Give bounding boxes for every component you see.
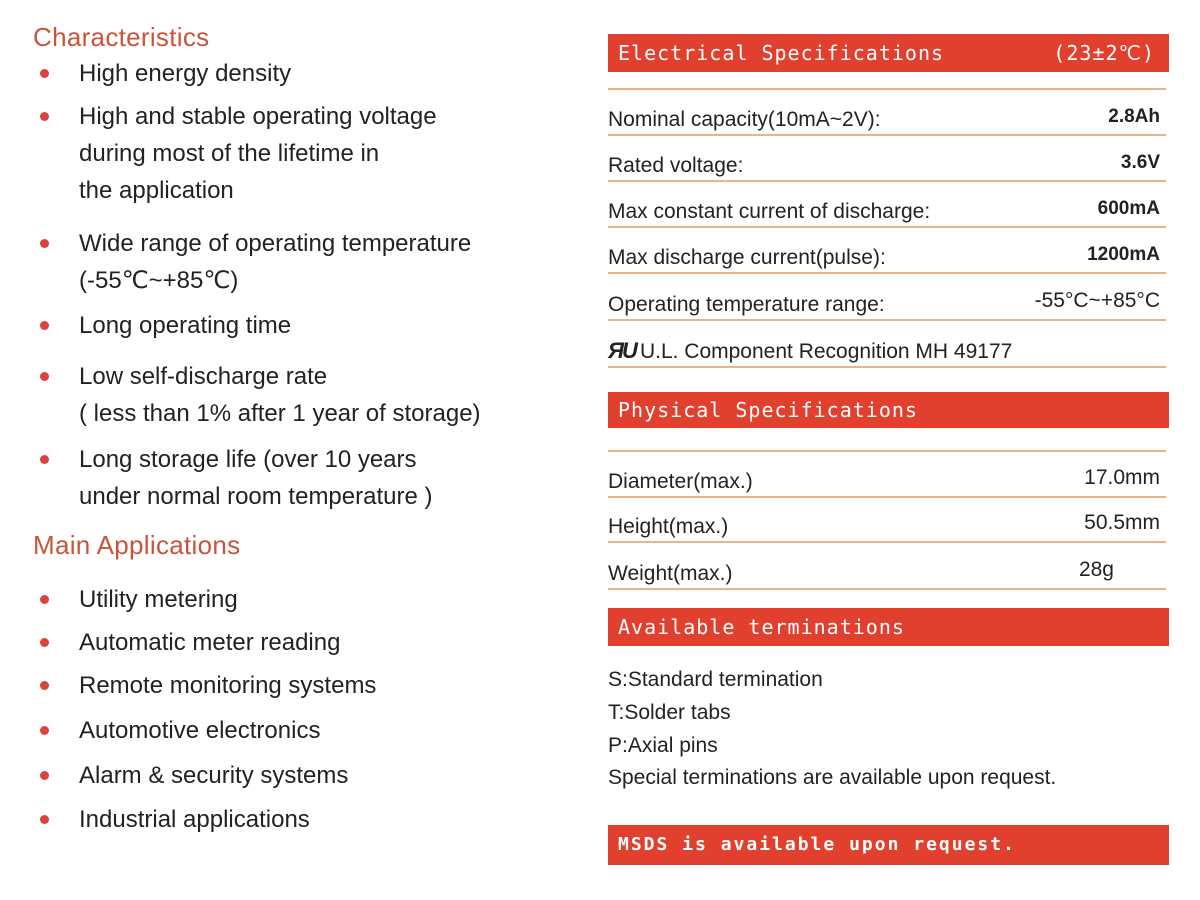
spec-label: Max discharge current(pulse): [608,246,886,269]
spec-row-max-constant-current [608,200,1166,228]
bullet-icon [40,372,49,381]
ul-logo-icon: ЯU [608,338,636,363]
bullet-icon [40,69,49,78]
termination-note: Special terminations are available upon request. [608,766,1057,789]
spec-value: 3.6V [1120,152,1160,173]
spec-row-rated-voltage [608,154,1166,182]
temperature-condition: (23±2℃) [1053,41,1155,65]
spec-label: Operating temperature range: [608,293,885,316]
application-text: Automatic meter reading [79,629,341,656]
characteristic-text: High and stable operating voltage during most of the lifetime in the application [79,103,437,204]
bullet-icon [40,112,49,121]
spec-row-max-pulse-current [608,246,1166,274]
physical-spec-header [608,392,1169,428]
spec-row-height [608,511,1166,543]
bullet-icon [40,595,49,604]
bullet-icon [40,815,49,824]
bullet-icon [40,681,49,690]
bullet-icon [40,638,49,647]
application-text: Remote monitoring systems [79,672,377,699]
spec-value: 50.5mm [1084,511,1160,534]
characteristic-text: Low self-discharge rate ( less than 1% after 1 year of storage) [79,363,481,427]
ul-recognition-text: U.L. Component Recognition MH 49177 [639,340,1013,363]
spec-label: Diameter(max.) [608,470,753,493]
characteristics-title: Characteristics [33,22,210,52]
characteristic-text: Long operating time [79,312,292,339]
physical-spec-title: Physical Specifications [618,398,918,422]
bullet-icon [40,321,49,330]
electrical-spec-title: Electrical Specifications [618,41,945,65]
characteristic-text: High energy density [79,60,292,87]
terminations-title: Available terminations [618,615,905,639]
divider [608,450,1166,452]
spec-value: 1200mA [1087,244,1160,265]
applications-title: Main Applications [33,530,241,560]
bullet-icon [40,771,49,780]
spec-value: 600mA [1097,198,1160,219]
application-text: Utility metering [79,586,238,613]
spec-label: Nominal capacity(10mA~2V): [608,108,881,131]
characteristic-text: Long storage life (over 10 years under normal room temperature ) [79,446,433,510]
divider [608,88,1166,90]
spec-value: 2.8Ah [1108,106,1160,127]
spec-label: Max constant current of discharge: [608,200,931,223]
spec-label: Height(max.) [608,515,729,538]
application-text: Industrial applications [79,806,310,833]
msds-text: MSDS is available upon request. [618,834,1016,855]
termination-option: P:Axial pins [608,734,718,757]
electrical-spec-header [608,34,1169,72]
termination-option: T:Solder tabs [608,701,731,724]
application-text: Automotive electronics [79,717,321,744]
ul-recognition-row [608,340,1166,368]
characteristic-text: Wide range of operating temperature (-55℃~+85℃) [79,230,472,294]
termination-option: S:Standard termination [608,668,823,691]
spec-value: -55°C~+85°C [1034,289,1160,312]
spec-row-weight [608,558,1166,590]
bullet-icon [40,726,49,735]
terminations-header [608,608,1169,646]
bullet-icon [40,455,49,464]
right-column [600,0,1200,900]
spec-row-diameter [608,466,1166,498]
spec-value: 17.0mm [1084,466,1160,489]
left-column [0,0,580,900]
msds-banner [608,825,1169,865]
spec-label: Rated voltage: [608,154,744,177]
spec-value: 28g [1078,558,1114,581]
spec-row-nominal-capacity [608,108,1166,136]
bullet-icon [40,239,49,248]
spec-row-operating-temperature [608,289,1166,321]
spec-label: Weight(max.) [608,562,733,585]
application-text: Alarm & security systems [79,762,349,789]
